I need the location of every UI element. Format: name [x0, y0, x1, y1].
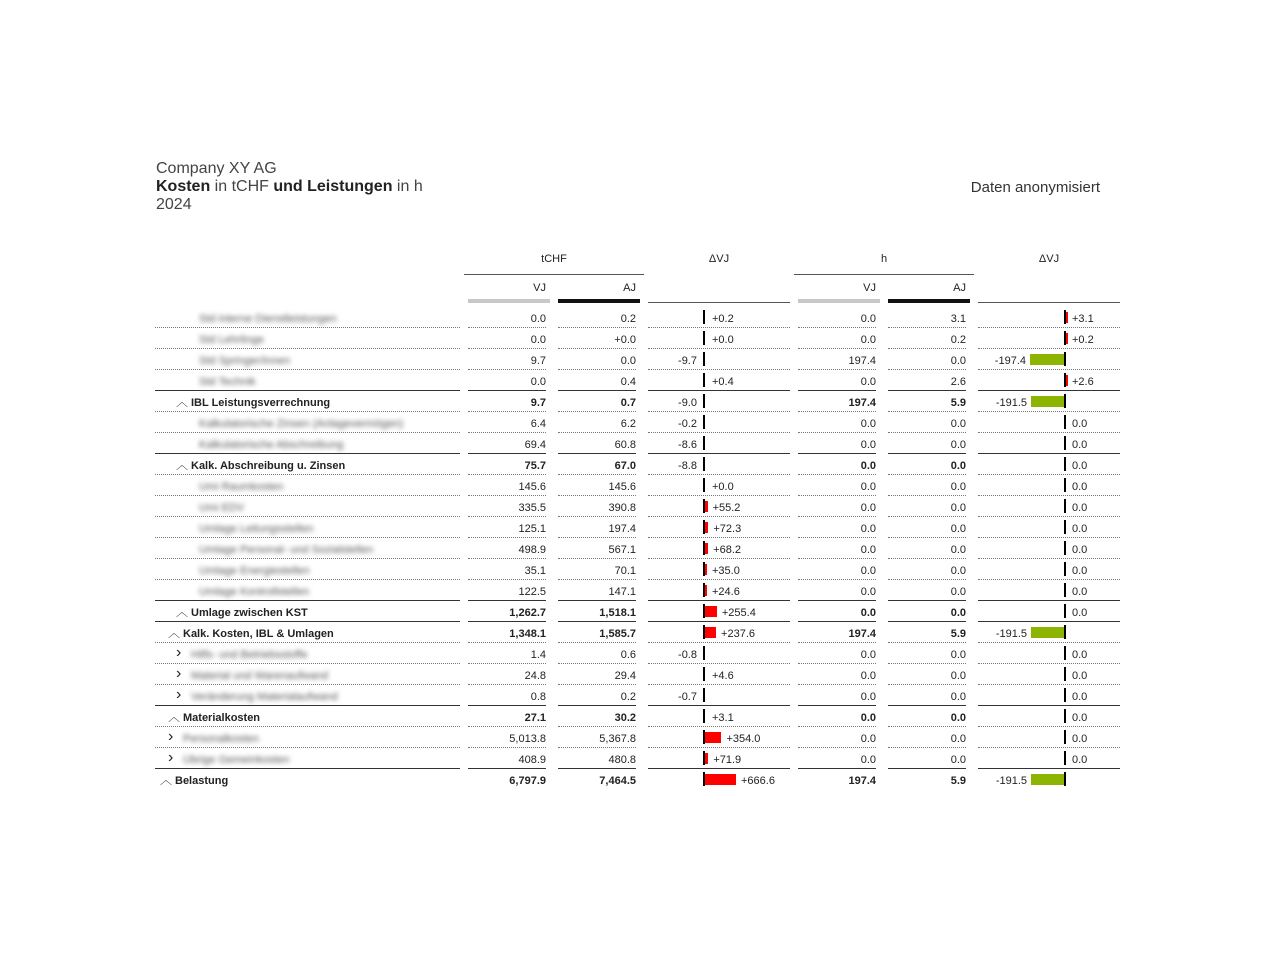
- hours-delta-axis: [1064, 583, 1066, 597]
- vj-hours-cell: 0.0: [860, 523, 876, 535]
- row-label: Kalkulatorische Abschreibung: [199, 439, 344, 451]
- vj-cost-cell: 0.0: [530, 334, 546, 346]
- table-row: [0, 433, 1280, 454]
- hours-delta-value: 0.0: [1072, 754, 1088, 766]
- cost-delta-value: -8.6: [678, 439, 697, 451]
- cost-delta-axis: [703, 709, 705, 723]
- table-row: [0, 727, 1280, 748]
- hours-delta-axis: [1064, 352, 1066, 366]
- aj-cost-cell: 0.0: [620, 355, 636, 367]
- aj-cost-cell: 147.1: [608, 586, 636, 598]
- header-vj-cost: VJ: [533, 282, 546, 294]
- cost-delta-value: +0.4: [712, 376, 734, 388]
- hours-delta-axis: [1064, 730, 1066, 744]
- vj-cost-cell: 27.1: [524, 712, 546, 724]
- aj-cost-cell: 145.6: [608, 481, 636, 493]
- vj-cost-cell: 0.0: [530, 376, 546, 388]
- hours-delta-bar: [1030, 354, 1064, 365]
- collapse-chevron-icon[interactable]: ︿: [160, 773, 173, 787]
- table-row: [0, 685, 1280, 706]
- hours-delta-axis: [1064, 520, 1066, 534]
- header-vj-hours: VJ: [863, 282, 876, 294]
- company-name: Company XY AG: [156, 160, 277, 177]
- dvj-hours-rule: [978, 302, 1120, 303]
- table-row: [0, 475, 1280, 496]
- hours-delta-value: -191.5: [995, 397, 1028, 409]
- table-row: [0, 517, 1280, 538]
- cost-delta-bar: [705, 543, 708, 554]
- hours-delta-axis: [1064, 562, 1066, 576]
- table-row: [0, 391, 1280, 412]
- vj-hours-cell: 0.0: [860, 565, 876, 577]
- row-label: Std interne Dienstleistungen: [199, 313, 337, 325]
- vj-hours-marker: [798, 299, 880, 303]
- table-row: [0, 370, 1280, 391]
- vj-hours-cell: 0.0: [860, 649, 876, 661]
- hours-delta-axis: [1064, 751, 1066, 765]
- aj-cost-cell: 480.8: [608, 754, 636, 766]
- cost-delta-bar: [705, 753, 708, 764]
- table-row: [0, 601, 1280, 622]
- vj-cost-cell: 5,013.8: [509, 733, 546, 745]
- table-row: [0, 643, 1280, 664]
- report-year: 2024: [156, 196, 192, 213]
- aj-cost-cell: 567.1: [608, 544, 636, 556]
- hours-delta-bar: [1066, 375, 1068, 386]
- aj-hours-cell: 2.6: [950, 376, 966, 388]
- aj-hours-cell: 0.0: [950, 586, 966, 598]
- aj-cost-cell: 29.4: [614, 670, 636, 682]
- hours-delta-value: -197.4: [994, 355, 1026, 367]
- vj-hours-cell: 197.4: [848, 355, 876, 367]
- vj-cost-cell: 9.7: [530, 355, 546, 367]
- hours-delta-value: 0.0: [1072, 712, 1088, 724]
- vj-hours-cell: 0.0: [860, 670, 876, 682]
- aj-hours-cell: 3.1: [950, 313, 966, 325]
- aj-hours-cell: 0.0: [950, 481, 966, 493]
- hours-delta-bar: [1066, 333, 1068, 344]
- hours-delta-axis: [1064, 478, 1066, 492]
- aj-cost-cell: 1,518.1: [599, 607, 636, 619]
- aj-hours-cell: 5.9: [950, 628, 966, 640]
- hours-delta-bar: [1031, 774, 1064, 785]
- aj-cost-cell: 0.2: [620, 691, 636, 703]
- hours-delta-value: 0.0: [1072, 670, 1088, 682]
- vj-cost-cell: 1,348.1: [509, 628, 546, 640]
- vj-cost-cell: 75.7: [524, 460, 546, 472]
- row-label: Std Lehrlinge: [199, 334, 264, 346]
- hours-delta-value: 0.0: [1072, 607, 1088, 619]
- row-label: Umi Raumkosten: [199, 481, 284, 493]
- cost-delta-value: -8.8: [678, 460, 697, 472]
- cost-delta-value: +666.6: [741, 775, 775, 787]
- expand-chevron-icon[interactable]: ›: [176, 686, 182, 703]
- aj-cost-cell: 30.2: [614, 712, 636, 724]
- hours-delta-axis: [1064, 394, 1066, 408]
- row-label: Umlage Energiestellen: [199, 565, 310, 577]
- vj-cost-cell: 6.4: [530, 418, 546, 430]
- cost-delta-value: +354.0: [726, 733, 761, 745]
- table-row: [0, 307, 1280, 328]
- aj-hours-cell: 0.0: [950, 439, 966, 451]
- hours-delta-value: 0.0: [1072, 565, 1088, 577]
- cost-delta-value: +71.9: [713, 754, 742, 766]
- hours-delta-value: 0.0: [1072, 502, 1088, 514]
- aj-hours-cell: 0.0: [950, 565, 966, 577]
- hours-delta-value: 0.0: [1072, 691, 1088, 703]
- row-label: Std Technik: [199, 376, 256, 388]
- table-row: [0, 580, 1280, 601]
- cost-delta-axis: [703, 646, 705, 660]
- hours-delta-value: 0.0: [1072, 733, 1088, 745]
- hours-delta-bar: [1031, 627, 1064, 638]
- vj-hours-cell: 197.4: [848, 775, 876, 787]
- hours-delta-value: 0.0: [1072, 439, 1088, 451]
- table-row: [0, 622, 1280, 643]
- vj-hours-cell: 197.4: [848, 397, 876, 409]
- hours-delta-axis: [1064, 772, 1066, 786]
- table-row: [0, 559, 1280, 580]
- hours-delta-axis: [1064, 646, 1066, 660]
- table-row: [0, 349, 1280, 370]
- row-label: Materialkosten: [183, 712, 261, 724]
- aj-cost-cell: 0.6: [620, 649, 636, 661]
- table-row: [0, 769, 1280, 790]
- hours-delta-value: 0.0: [1072, 523, 1088, 535]
- row-label: Hilfs- und Betriebsstoffe: [191, 649, 308, 661]
- cost-delta-bar: [705, 501, 708, 512]
- cost-delta-axis: [703, 373, 705, 387]
- cost-delta-axis: [703, 457, 705, 471]
- hours-delta-axis: [1064, 709, 1066, 723]
- hours-delta-axis: [1064, 667, 1066, 681]
- vj-cost-marker: [468, 299, 550, 303]
- aj-hours-cell: 5.9: [950, 775, 966, 787]
- cost-delta-value: +0.0: [712, 334, 734, 346]
- aj-cost-cell: +0.0: [614, 334, 636, 346]
- row-label: Veränderung Materialaufwand: [191, 691, 338, 703]
- vj-hours-cell: 0.0: [860, 481, 876, 493]
- collapse-chevron-icon[interactable]: ︿: [168, 710, 181, 724]
- cost-delta-axis: [703, 331, 705, 345]
- cost-delta-value: -0.8: [678, 649, 697, 661]
- vj-cost-cell: 408.9: [518, 754, 546, 766]
- table-row: [0, 538, 1280, 559]
- vj-cost-cell: 24.8: [524, 670, 546, 682]
- cost-delta-value: +35.0: [712, 565, 740, 577]
- aj-hours-cell: 0.0: [950, 712, 966, 724]
- table-row: [0, 706, 1280, 727]
- aj-hours-cell: 0.0: [950, 523, 966, 535]
- anonymized-note: Daten anonymisiert: [970, 179, 1100, 196]
- cost-delta-bar: [705, 564, 707, 575]
- cost-delta-bar: [705, 732, 721, 743]
- aj-hours-cell: 0.0: [950, 649, 966, 661]
- aj-cost-cell: 0.7: [620, 397, 636, 409]
- hours-delta-axis: [1064, 499, 1066, 513]
- vj-hours-cell: 0.0: [860, 460, 876, 472]
- collapse-chevron-icon[interactable]: ︿: [176, 458, 189, 472]
- aj-hours-cell: 0.0: [950, 418, 966, 430]
- header-hours-rule: [794, 274, 974, 275]
- vj-cost-cell: 335.5: [518, 502, 546, 514]
- hours-delta-value: -191.5: [995, 628, 1028, 640]
- vj-cost-cell: 0.0: [530, 313, 546, 325]
- cost-delta-axis: [703, 415, 705, 429]
- cost-delta-value: +72.3: [713, 523, 742, 535]
- collapse-chevron-icon[interactable]: ︿: [176, 605, 189, 619]
- expand-chevron-icon[interactable]: ›: [176, 665, 182, 682]
- cost-delta-value: +0.2: [712, 313, 734, 325]
- aj-hours-cell: 5.9: [950, 397, 966, 409]
- table-row: [0, 748, 1280, 769]
- collapse-chevron-icon[interactable]: ︿: [176, 395, 189, 409]
- row-label: Belastung: [175, 775, 229, 787]
- cost-delta-axis: [703, 436, 705, 450]
- vj-hours-cell: 0.0: [860, 502, 876, 514]
- aj-cost-cell: 0.2: [620, 313, 636, 325]
- header-dvj-cost: ΔVJ: [708, 253, 730, 265]
- cost-delta-value: -9.0: [678, 397, 697, 409]
- cost-delta-value: +24.6: [712, 586, 740, 598]
- cost-delta-value: -0.7: [678, 691, 697, 703]
- report-subtitle: Kosten in tCHF und Leistungen in h: [156, 178, 423, 195]
- hours-delta-value: 0.0: [1072, 460, 1088, 472]
- hours-delta-axis: [1064, 688, 1066, 702]
- cost-delta-value: +4.6: [712, 670, 734, 682]
- hours-delta-axis: [1064, 457, 1066, 471]
- hours-delta-value: 0.0: [1072, 544, 1088, 556]
- hours-delta-value: +0.2: [1072, 334, 1094, 346]
- vj-hours-cell: 0.0: [860, 607, 876, 619]
- vj-cost-cell: 498.9: [518, 544, 546, 556]
- cost-delta-bar: [705, 606, 717, 617]
- aj-cost-cell: 67.0: [614, 460, 636, 472]
- vj-hours-cell: 0.0: [860, 586, 876, 598]
- aj-cost-cell: 197.4: [608, 523, 636, 535]
- row-label: Umlage Personal- und Sozialstellen: [199, 544, 374, 556]
- hours-delta-axis: [1064, 625, 1066, 639]
- cost-delta-bar: [705, 627, 716, 638]
- cost-delta-bar: [705, 522, 708, 533]
- vj-cost-cell: 1,262.7: [509, 607, 546, 619]
- hours-delta-value: 0.0: [1072, 481, 1088, 493]
- vj-cost-cell: 122.5: [518, 586, 546, 598]
- vj-hours-cell: 0.0: [860, 439, 876, 451]
- aj-hours-cell: 0.0: [950, 502, 966, 514]
- cost-delta-value: -9.7: [678, 355, 697, 367]
- header-aj-hours: AJ: [953, 282, 966, 294]
- header-aj-cost: AJ: [623, 282, 636, 294]
- report-title: [156, 160, 423, 214]
- aj-hours-cell: 0.0: [950, 733, 966, 745]
- aj-cost-cell: 7,464.5: [599, 775, 636, 787]
- hours-delta-axis: [1064, 541, 1066, 555]
- expand-chevron-icon[interactable]: ›: [176, 644, 182, 661]
- hours-delta-bar: [1031, 396, 1064, 407]
- vj-hours-cell: 0.0: [860, 376, 876, 388]
- table-row: [0, 664, 1280, 685]
- header-tchf-rule: [464, 274, 644, 275]
- vj-cost-cell: 6,797.9: [509, 775, 546, 787]
- aj-cost-cell: 1,585.7: [599, 628, 636, 640]
- hours-delta-value: -191.5: [995, 775, 1028, 787]
- vj-hours-cell: 0.0: [860, 691, 876, 703]
- row-label: Übrige Gemeinkosten: [183, 754, 290, 766]
- row-label: Kalkulatorische Zinsen (Anlagevermögen): [199, 418, 404, 430]
- row-label: Personalkosten: [183, 733, 259, 745]
- cost-delta-bar: [705, 774, 736, 785]
- hours-delta-axis: [1064, 436, 1066, 450]
- cost-delta-value: +0.0: [712, 481, 734, 493]
- expand-chevron-icon[interactable]: ›: [168, 728, 174, 745]
- row-label: Kalk. Abschreibung u. Zinsen: [191, 460, 346, 472]
- hours-delta-value: 0.0: [1072, 586, 1088, 598]
- vj-hours-cell: 0.0: [860, 712, 876, 724]
- expand-chevron-icon[interactable]: ›: [168, 749, 174, 766]
- aj-cost-marker: [558, 299, 640, 303]
- row-label: Material und Warenaufwand: [191, 670, 329, 682]
- aj-hours-cell: 0.0: [950, 460, 966, 472]
- vj-hours-cell: 0.0: [860, 544, 876, 556]
- vj-hours-cell: 0.0: [860, 313, 876, 325]
- hours-delta-value: +2.6: [1072, 376, 1094, 388]
- vj-hours-cell: 0.0: [860, 418, 876, 430]
- vj-hours-cell: 0.0: [860, 334, 876, 346]
- dvj-cost-rule: [648, 302, 790, 303]
- cost-delta-value: +55.2: [712, 502, 741, 514]
- aj-cost-cell: 390.8: [608, 502, 636, 514]
- cost-delta-value: +68.2: [713, 544, 741, 556]
- aj-hours-cell: 0.0: [950, 670, 966, 682]
- hours-delta-axis: [1064, 415, 1066, 429]
- cost-delta-axis: [703, 394, 705, 408]
- cost-delta-axis: [703, 667, 705, 681]
- cost-delta-axis: [703, 352, 705, 366]
- vj-cost-cell: 1.4: [530, 649, 546, 661]
- header-hours: h: [880, 253, 888, 265]
- cost-delta-value: +237.6: [721, 628, 755, 640]
- hours-delta-value: 0.0: [1072, 418, 1088, 430]
- hours-delta-bar: [1066, 312, 1068, 323]
- aj-hours-cell: 0.0: [950, 754, 966, 766]
- aj-hours-marker: [888, 299, 970, 303]
- cost-delta-axis: [703, 688, 705, 702]
- aj-cost-cell: 70.1: [614, 565, 636, 577]
- aj-hours-cell: 0.2: [950, 334, 966, 346]
- vj-cost-cell: 0.8: [530, 691, 546, 703]
- header-tchf: tCHF: [541, 253, 567, 265]
- cost-delta-axis: [703, 310, 705, 324]
- table-row: [0, 412, 1280, 433]
- aj-hours-cell: 0.0: [950, 355, 966, 367]
- aj-cost-cell: 5,367.8: [599, 733, 636, 745]
- row-label: Umlage zwischen KST: [191, 607, 308, 619]
- table-row: [0, 328, 1280, 349]
- cost-delta-bar: [705, 585, 707, 596]
- aj-hours-cell: 0.0: [950, 607, 966, 619]
- aj-hours-cell: 0.0: [950, 544, 966, 556]
- vj-hours-cell: 0.0: [860, 733, 876, 745]
- vj-cost-cell: 35.1: [524, 565, 546, 577]
- cost-delta-axis: [703, 478, 705, 492]
- vj-cost-cell: 9.7: [530, 397, 546, 409]
- header-dvj-hours: ΔVJ: [1038, 253, 1060, 265]
- hours-delta-value: +3.1: [1072, 313, 1094, 325]
- collapse-chevron-icon[interactable]: ︿: [168, 626, 181, 640]
- row-label: Kalk. Kosten, IBL & Umlagen: [183, 628, 334, 640]
- cost-delta-value: +3.1: [712, 712, 734, 724]
- aj-cost-cell: 0.4: [620, 376, 636, 388]
- row-label: Umi EDV: [199, 502, 245, 514]
- row-label: Umlage Kontrollstellen: [199, 586, 310, 598]
- vj-hours-cell: 0.0: [860, 754, 876, 766]
- table-row: [0, 496, 1280, 517]
- row-label: Umlage Leitungsstellen: [199, 523, 314, 535]
- vj-hours-cell: 197.4: [848, 628, 876, 640]
- vj-cost-cell: 125.1: [518, 523, 546, 535]
- aj-hours-cell: 0.0: [950, 691, 966, 703]
- hours-delta-value: 0.0: [1072, 649, 1088, 661]
- row-label: Std Springer/innen: [199, 355, 291, 367]
- hours-delta-axis: [1064, 604, 1066, 618]
- aj-cost-cell: 6.2: [620, 418, 636, 430]
- vj-cost-cell: 145.6: [518, 481, 546, 493]
- row-label: IBL Leistungsverrechnung: [191, 397, 331, 409]
- cost-delta-value: -0.2: [678, 418, 697, 430]
- cost-delta-value: +255.4: [721, 607, 756, 619]
- aj-cost-cell: 60.8: [614, 439, 636, 451]
- table-row: [0, 454, 1280, 475]
- vj-cost-cell: 69.4: [524, 439, 546, 451]
